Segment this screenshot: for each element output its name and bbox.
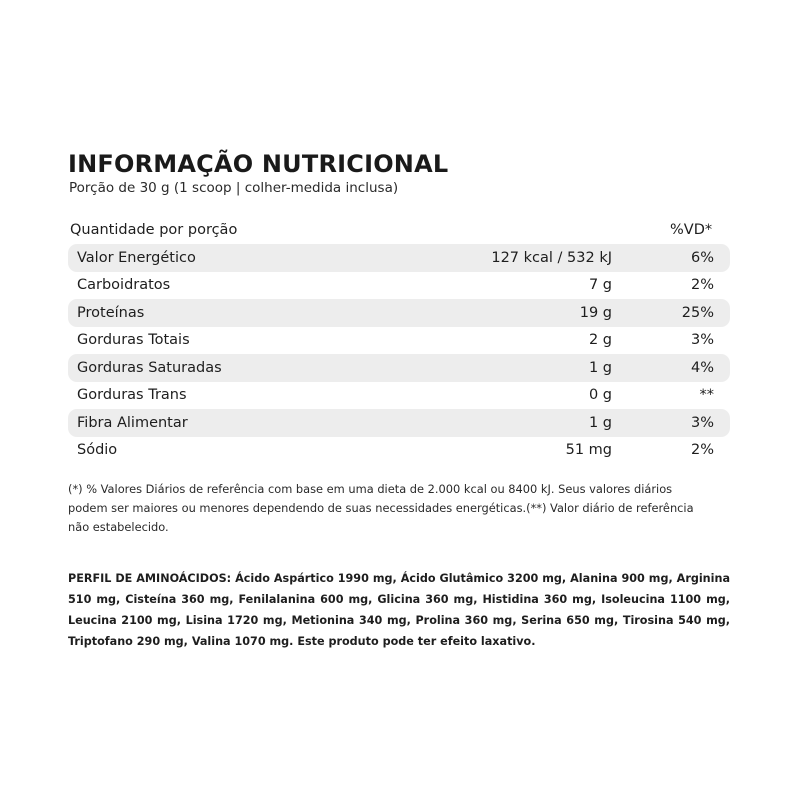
nutrient-amount: 1 g <box>588 359 612 376</box>
nutrient-vd: 3% <box>690 332 714 349</box>
nutrient-vd: 4% <box>690 359 714 376</box>
nutrient-amount: 127 kcal / 532 kJ <box>491 249 612 266</box>
nutrient-name: Gorduras Saturadas <box>77 359 222 376</box>
amino-line: Triptofano 290 mg, Valina 1070 mg. Este produto pode ter efeito laxativo. <box>68 635 536 648</box>
nutrient-vd: 2% <box>690 277 714 294</box>
nutrient-row <box>68 382 730 410</box>
amino-acid-profile <box>68 568 730 652</box>
nutrient-name: Valor Energético <box>77 249 196 266</box>
nutrient-vd: 25% <box>681 304 714 321</box>
header-quantity: Quantidade por porção <box>70 222 238 238</box>
nutrient-name: Gorduras Trans <box>77 387 187 404</box>
nutrient-amount: 2 g <box>588 332 612 349</box>
nutrient-row <box>68 327 730 355</box>
nutrient-row <box>68 409 730 437</box>
nutrient-vd: 3% <box>690 414 714 431</box>
nutrient-name: Gorduras Totais <box>77 332 190 349</box>
nutrient-amount: 51 mg <box>565 442 612 459</box>
table-header <box>62 216 730 244</box>
footnote-line: não estabelecido. <box>68 520 169 534</box>
nutrient-amount: 1 g <box>588 414 612 431</box>
nutrient-vd: 6% <box>690 249 714 266</box>
nutrient-name: Fibra Alimentar <box>77 414 188 431</box>
serving-size: Porção de 30 g (1 scoop | colher-medida inclusa) <box>69 180 399 196</box>
footnote-line: (*) % Valores Diários de referência com base em uma dieta de 2.000 kcal ou 8400 kJ. Seus valores diários <box>68 482 673 496</box>
nutrient-row <box>68 437 730 465</box>
nutrient-row <box>68 244 730 272</box>
nutrient-name: Sódio <box>77 442 118 459</box>
nutrient-table <box>68 244 730 464</box>
header-vd: %VD* <box>670 222 713 238</box>
nutrition-facts-panel <box>62 148 730 652</box>
amino-line: Leucina 2100 mg, Lisina 1720 mg, Metionina 340 mg, Prolina 360 mg, Serina 650 mg, Tirosina 540 mg, <box>68 614 730 627</box>
footnote-line: podem ser maiores ou menores dependendo de suas necessidades energéticas.(**) Valor diário de referência <box>68 501 694 515</box>
nutrient-vd: 2% <box>690 442 714 459</box>
nutrient-row <box>68 354 730 382</box>
nutrient-row <box>68 299 730 327</box>
nutrient-row <box>68 272 730 300</box>
nutrient-amount: 7 g <box>588 277 612 294</box>
nutrient-amount: 19 g <box>579 304 612 321</box>
amino-line: PERFIL DE AMINOÁCIDOS: Ácido Aspártico 1990 mg, Ácido Glutâmico 3200 mg, Alanina 900 mg, Arginina <box>68 572 730 585</box>
amino-line: 510 mg, Cisteína 360 mg, Fenilalanina 600 mg, Glicina 360 mg, Histidina 360 mg, Isoleucina 1100 mg, <box>68 593 730 606</box>
nutrition-title: INFORMAÇÃO NUTRICIONAL <box>68 150 449 178</box>
nutrient-vd: ** <box>699 387 714 404</box>
nutrient-amount: 0 g <box>588 387 612 404</box>
nutrient-name: Carboidratos <box>77 277 171 294</box>
nutrient-name: Proteínas <box>77 304 145 321</box>
daily-value-footnote <box>68 480 730 537</box>
